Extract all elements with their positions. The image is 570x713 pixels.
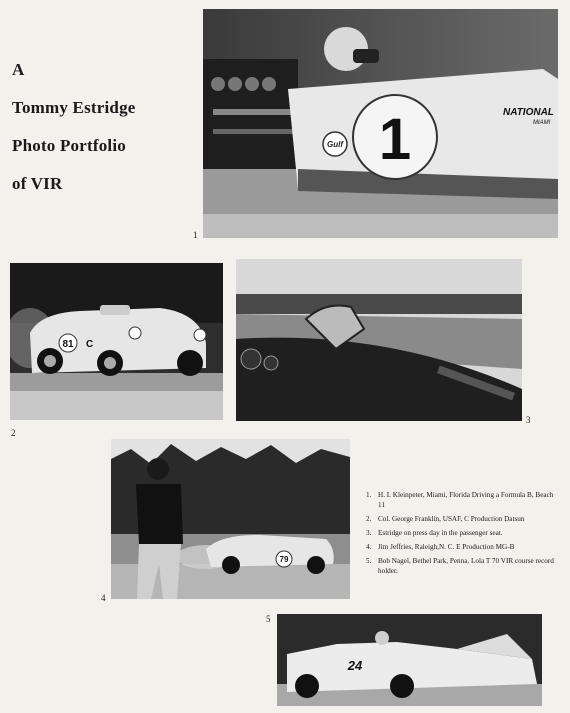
gulf-logo: Gulf xyxy=(327,140,343,149)
caption-2: 2. Col. George Franklin, USAF, C Production Datsun xyxy=(366,515,525,523)
title-line-2: Tommy Estridge xyxy=(12,98,136,117)
side-text: NATIONAL xyxy=(503,107,554,118)
title-line-4: of VIR xyxy=(12,174,63,193)
car-number-1: 1 xyxy=(378,107,412,172)
photo-number-4: 4 xyxy=(101,593,106,603)
photo-lola xyxy=(277,614,542,706)
photo-number-1: 1 xyxy=(193,230,198,240)
caption-5: 5. Bob Nagel, Bethel Park, Penna. Lola T 70 VIR course record holder. xyxy=(366,557,554,575)
svg-text:C: C xyxy=(86,339,94,350)
portfolio-title xyxy=(12,60,192,212)
svg-text:79: 79 xyxy=(279,555,289,564)
photo-number-2: 2 xyxy=(11,428,16,438)
svg-text:24: 24 xyxy=(347,658,363,673)
caption-list xyxy=(366,490,562,580)
title-line-1: A xyxy=(12,60,25,79)
caption-1: 1. H. I. Kleinpeter, Miami, Florida Driving a Formula B, Beach 11 xyxy=(366,491,554,509)
svg-text:81: 81 xyxy=(62,339,74,350)
caption-3: 3. Estridge on press day in the passenger seat. xyxy=(366,529,503,537)
title-line-3: Photo Portfolio xyxy=(12,136,126,155)
photo-datsun xyxy=(10,263,223,420)
svg-text:MIAMI: MIAMI xyxy=(533,120,551,126)
photo-number-5: 5 xyxy=(266,614,271,624)
photo-cockpit xyxy=(236,259,522,421)
photo-formula-b xyxy=(203,9,558,238)
photo-mgb xyxy=(111,439,350,599)
caption-4: 4. Jim Jeffries, Raleigh,N. C. E Production MG-B xyxy=(366,543,515,551)
photo-number-3: 3 xyxy=(526,415,531,425)
